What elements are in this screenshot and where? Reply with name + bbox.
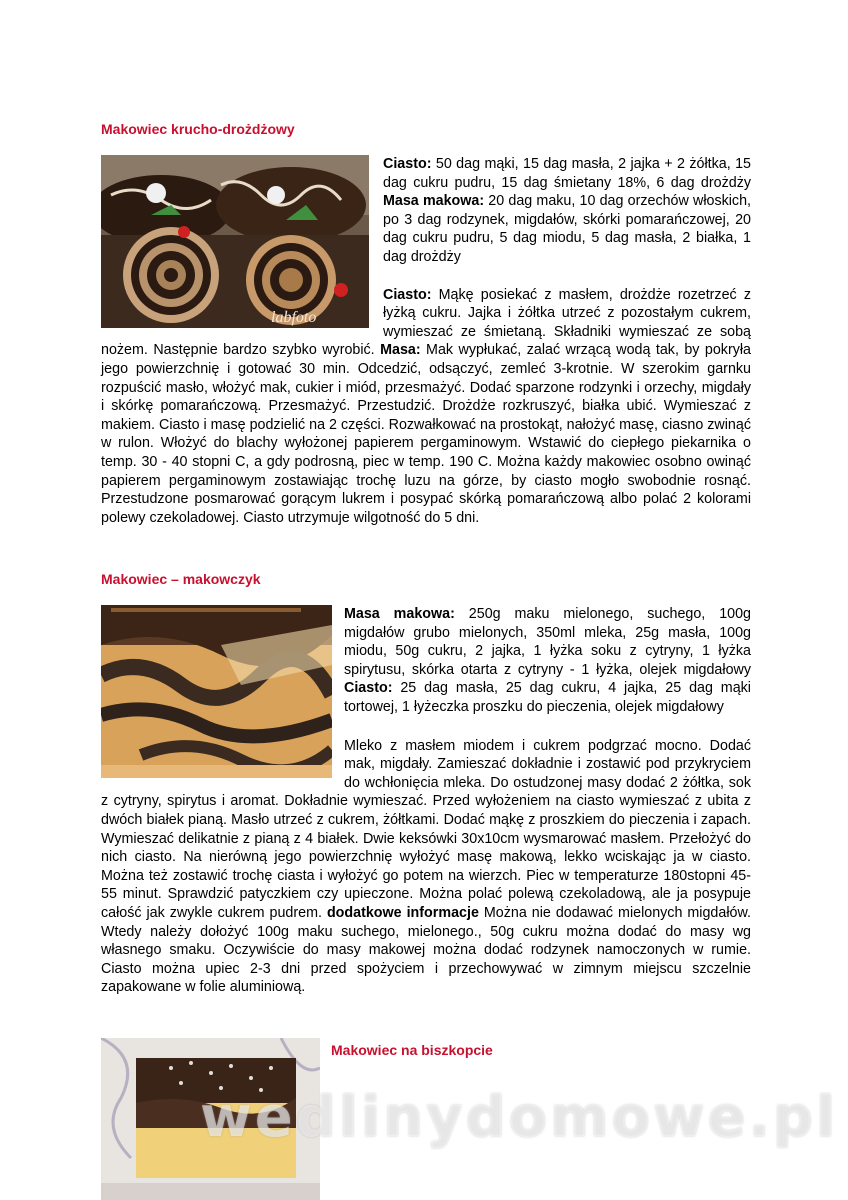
bold-label: Masa makowa: — [383, 193, 485, 210]
bold-label: Ciasto: — [383, 286, 432, 303]
recipe-body — [101, 605, 751, 997]
bold-label: Ciasto: — [344, 680, 393, 697]
poppy-cake-photo — [101, 605, 332, 778]
text-run: 250g maku mielonego, suchego, 100g migdałów grubo mielonych, 350ml mleka, 25g masła, 100g miodu, 50g cukru, 2 jajka, 1 łyżka soku z cytryny, 1 łyżka spirytusu, skórka otarta z cytryny - 1 łyżka, olejek migdałowy — [344, 606, 751, 678]
text-run: 50 dag mąki, 15 dag masła, 2 jajka + 2 żółtka, 15 dag cukru pudru, 15 dag śmietany 18%, 6 dag drożdży — [383, 156, 751, 191]
recipe-title: Makowiec krucho-drożdżowy — [101, 121, 295, 137]
sponge-poppy-cake-photo — [101, 1038, 320, 1200]
photo-caption: labfoto — [271, 309, 317, 326]
recipe-title: Makowiec na biszkopcie — [331, 1042, 493, 1058]
text-run: Mleko z masłem miodem i cukrem podgrzać mocno. Dodać mak, migdały. Zamieszać dokładnie i zostawić pod przykryciem do wchłonięcia mleka. Do ostudzonej masy dodać 2 żółtka, sok z cytryny, spirytus i aromat. Dokładnie wymieszać. Przed wyłożeniem na ciasto wymieszać z ubita z dwóch białek pianą. Masło utrzeć z cukrem, żółtkami. Dodać mąkę z proszkiem do pieczenia i zapach. Wymieszać delikatnie z pianą z 4 białek. Dwie keksówki 30x10cm wysmarować masłem. Przełożyć do nich ciasto. Na nierówną jego powierzchnię wyłożyć masę makową, lekko wciskając ja w ciasto. Można też zostawić trochę ciasta i wyłożyć go potem na wierzch. Piec w temperaturze 180stopni 45-55 minut. Sprawdzić patyczkiem czy upieczone. Można polać polewą czekoladową, ale ja posypuje całość jak zwykle cukrem pudrem. — [101, 737, 751, 921]
text-run: 20 dag maku, 10 dag orzechów włoskich, po 3 dag rodzynek, migdałów, skórki pomarańczowej, 20 dag cukru pudru, 5 dag miodu, 5 dag masła, 2 białka, 1 dag drożdży — [383, 193, 751, 265]
bold-label: Masa makowa: — [344, 606, 455, 622]
bold-label: Ciasto: — [383, 156, 432, 172]
text-run: Można nie dodawać mielonych migdałów. Wtedy należy dołożyć 100g maku suchego, mielonego., 50g cukru można dodać do masy wg własnego smaku. Oczywiście do masy makowej można dodać rodzynek namoczonych w rumie. Ciasto można upiec 2-3 dni przed spożyciem i przechowywać w zimnym miejscu szczelnie zapakowane w folie aluminiową. — [101, 904, 751, 996]
text-run: Mak wypłukać, zalać wrzącą wodą tak, by pokryła jego powierzchnię i gotować 30 min. Odcedzić, odsączyć, zemleć 3-krotnie. W szerokim garnku rozpuścić masło, włożyć mak, cukier i miód, przesmażyć. Dodać sparzone rodzynki i orzechy, migdały i skórkę pomarańczową. Przesmażyć. Przestudzić. Drożdże rozkruszyć, białka ubić. Wymieszać z makiem. Ciasto i masę podzielić na 2 części. Rozwałkować na prostokąt, nałożyć masę, ciasno zwinąć w rulon. Włożyć do blachy wyłożonej papierem pergaminowym. Wstawić do ciepłego piekarnika o temp. 30 - 40 stopni C, a gdy podrosną, piec w temp. 190 C. Można każdy makowiec osobno owinąć papierem pergaminowym zostawiając trochę luzu na górze, by ciasto mogło swobodnie rosnąć. Przestudzone posmarować gorącym lukrem i posypać skórką pomarańczową albo polać 2 kolorami polewy czekoladowej. Ciasto utrzymuje wilgotność do 5 dni. — [101, 342, 751, 526]
text-run: 25 dag masła, 25 dag cukru, 4 jajka, 25 dag mąki tortowej, 1 łyżeczka proszku do pieczenia, olejek migdałowy — [344, 680, 751, 715]
recipe-body — [101, 155, 751, 527]
recipe-title: Makowiec – makowczyk — [101, 571, 261, 587]
text-run: Mąkę posiekać z masłem, drożdże rozetrzeć z łyżką cukru. Jajka i żółtka utrzeć z pozostałym cukrem, wymieszać ze śmietaną. Składniki wymieszać ze sobą nożem. Następnie bardzo szybko wyrobić. — [101, 286, 751, 359]
bold-label: Masa: — [380, 342, 421, 359]
poppy-roll-photo — [101, 155, 369, 328]
watermark: wedlinydomowe.pl — [200, 1085, 839, 1150]
bold-label: dodatkowe informacje — [326, 904, 479, 921]
